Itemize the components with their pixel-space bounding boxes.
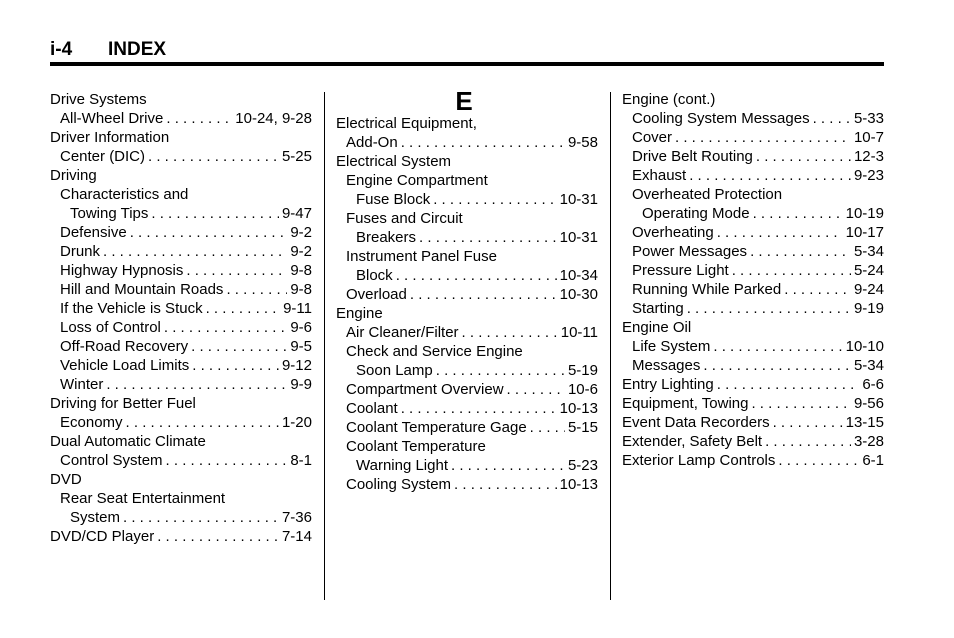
entry-page-ref: 8-1 <box>290 452 312 469</box>
page-title: INDEX <box>108 39 167 60</box>
entry-page-ref: 10-13 <box>559 476 598 493</box>
leader-dots <box>401 133 565 152</box>
leader-dots <box>689 166 851 185</box>
index-entry <box>336 171 598 190</box>
index-entry <box>622 109 884 128</box>
entry-text: Electrical System <box>336 153 452 170</box>
entry-text: Engine <box>336 305 383 322</box>
index-entry <box>50 280 312 299</box>
entry-page-ref: 9-11 <box>283 300 312 317</box>
entry-text: Breakers <box>356 229 417 246</box>
entry-text: Economy <box>60 414 123 431</box>
entry-text: Operating Mode <box>642 205 750 222</box>
entry-page-ref: 9-6 <box>290 319 312 336</box>
index-entry <box>622 166 884 185</box>
entry-page-ref: 5-15 <box>567 419 598 436</box>
entry-text: Drive Systems <box>50 91 147 108</box>
index-entry <box>336 323 598 342</box>
index-entry <box>50 204 312 223</box>
entry-page-ref: 9-2 <box>290 243 312 260</box>
leader-dots <box>396 266 557 285</box>
entry-page-ref: 10-31 <box>559 191 598 208</box>
index-entry <box>50 318 312 337</box>
entry-text: Driving <box>50 167 97 184</box>
index-entry <box>50 109 312 128</box>
entry-text: Entry Lighting <box>622 376 714 393</box>
entry-text: Fuse Block <box>356 191 431 208</box>
leader-dots <box>157 527 279 546</box>
index-entry <box>50 242 312 261</box>
index-entry <box>622 356 884 375</box>
entry-page-ref: 5-25 <box>281 148 312 165</box>
leader-dots <box>148 147 279 166</box>
index-entry <box>622 185 884 204</box>
index-entry <box>50 432 312 451</box>
index-column-2 <box>336 88 598 494</box>
entry-text: Extender, Safety Belt <box>622 433 763 450</box>
entry-text: Exhaust <box>632 167 687 184</box>
entry-page-ref: 9-58 <box>567 134 598 151</box>
index-entry <box>336 114 598 133</box>
index-entry <box>336 304 598 323</box>
leader-dots <box>717 375 860 394</box>
index-entry <box>336 133 598 152</box>
entry-page-ref: 10-13 <box>559 400 598 417</box>
entry-text: Characteristics and <box>60 186 189 203</box>
index-entry <box>336 285 598 304</box>
entry-page-ref: 3-28 <box>853 433 884 450</box>
entry-page-ref: 7-36 <box>281 509 312 526</box>
index-entry <box>622 204 884 223</box>
leader-dots <box>813 109 851 128</box>
leader-dots <box>401 399 557 418</box>
leader-dots <box>717 223 843 242</box>
leader-dots <box>507 380 565 399</box>
entry-text: Engine (cont.) <box>622 91 716 108</box>
entry-text: Engine Oil <box>622 319 692 336</box>
entry-page-ref: 7-14 <box>281 528 312 545</box>
leader-dots <box>164 318 287 337</box>
entry-text: Event Data Recorders <box>622 414 770 431</box>
leader-dots <box>433 190 556 209</box>
index-entry <box>622 432 884 451</box>
page-header <box>50 38 884 62</box>
column-divider <box>324 92 325 600</box>
entry-text: Starting <box>632 300 684 317</box>
entry-text: Messages <box>632 357 701 374</box>
leader-dots <box>206 299 281 318</box>
entry-text: DVD <box>50 471 82 488</box>
entry-page-ref: 10-19 <box>845 205 884 222</box>
entry-text: Equipment, Towing <box>622 395 749 412</box>
entry-page-ref: 5-34 <box>853 243 884 260</box>
entry-page-ref: 5-33 <box>853 110 884 127</box>
leader-dots <box>130 223 288 242</box>
entry-text: Air Cleaner/Filter <box>346 324 459 341</box>
entry-text: Running While Parked <box>632 281 782 298</box>
entry-text: Towing Tips <box>70 205 149 222</box>
entry-page-ref: 9-47 <box>281 205 312 222</box>
entry-page-ref: 10-11 <box>560 324 598 341</box>
index-entry <box>622 318 884 337</box>
entry-text: Warning Light <box>356 457 448 474</box>
index-entry <box>622 337 884 356</box>
index-entry <box>50 166 312 185</box>
index-entry <box>336 456 598 475</box>
column-divider <box>610 92 611 600</box>
entry-page-ref: 10-17 <box>845 224 884 241</box>
entry-page-ref: 9-9 <box>290 376 312 393</box>
leader-dots <box>784 280 851 299</box>
entry-text: Add-On <box>346 134 398 151</box>
entry-text: All-Wheel Drive <box>60 110 164 127</box>
entry-page-ref: 13-15 <box>845 414 884 431</box>
leader-dots <box>186 261 287 280</box>
leader-dots <box>151 204 279 223</box>
entry-page-ref: 9-8 <box>290 262 312 279</box>
index-entry <box>622 299 884 318</box>
index-entry <box>50 508 312 527</box>
entry-page-ref: 5-19 <box>567 362 598 379</box>
index-entry <box>622 394 884 413</box>
index-entry <box>622 147 884 166</box>
index-entry <box>336 437 598 456</box>
entry-text: Coolant Temperature Gage <box>346 419 527 436</box>
entry-page-ref: 5-24 <box>853 262 884 279</box>
entry-page-ref: 10-31 <box>559 229 598 246</box>
entry-page-ref: 9-24 <box>853 281 884 298</box>
index-entry <box>622 261 884 280</box>
entry-text: Pressure Light <box>632 262 729 279</box>
entry-page-ref: 10-7 <box>853 129 884 146</box>
index-entry <box>50 147 312 166</box>
index-entry <box>50 394 312 413</box>
entry-text: Vehicle Load Limits <box>60 357 190 374</box>
entry-text: Defensive <box>60 224 127 241</box>
entry-text: Control System <box>60 452 163 469</box>
index-entry <box>50 451 312 470</box>
entry-text: Overheated Protection <box>632 186 783 203</box>
leader-dots <box>451 456 565 475</box>
index-entry <box>622 413 884 432</box>
index-entry <box>50 223 312 242</box>
entry-text: Compartment Overview <box>346 381 504 398</box>
leader-dots <box>756 147 851 166</box>
index-entry <box>622 223 884 242</box>
leader-dots <box>436 361 565 380</box>
entry-page-ref: 9-56 <box>853 395 884 412</box>
entry-text: Electrical Equipment, <box>336 115 477 132</box>
entry-page-ref: 9-12 <box>281 357 312 374</box>
index-entry <box>622 128 884 147</box>
leader-dots <box>773 413 843 432</box>
leader-dots <box>675 128 851 147</box>
index-column-1 <box>50 90 312 546</box>
entry-text: Hill and Mountain Roads <box>60 281 224 298</box>
entry-text: Driving for Better Fuel <box>50 395 196 412</box>
leader-dots <box>778 451 859 470</box>
index-entry <box>336 361 598 380</box>
leader-dots <box>410 285 557 304</box>
entry-text: Check and Service Engine <box>346 343 523 360</box>
entry-page-ref: 9-19 <box>853 300 884 317</box>
entry-text: Engine Compartment <box>346 172 488 189</box>
index-entry <box>50 261 312 280</box>
index-entry <box>622 242 884 261</box>
leader-dots <box>732 261 851 280</box>
leader-dots <box>687 299 851 318</box>
entry-text: Dual Automatic Climate <box>50 433 206 450</box>
leader-dots <box>454 475 557 494</box>
leader-dots <box>226 280 287 299</box>
index-entry <box>336 418 598 437</box>
entry-text: Rear Seat Entertainment <box>60 490 226 507</box>
index-entry <box>50 413 312 432</box>
leader-dots <box>765 432 851 451</box>
index-entry <box>50 299 312 318</box>
entry-text: DVD/CD Player <box>50 528 155 545</box>
entry-text: Overload <box>346 286 407 303</box>
entry-text: Power Messages <box>632 243 748 260</box>
index-entry <box>50 128 312 147</box>
entry-page-ref: 9-5 <box>290 338 312 355</box>
entry-text: Soon Lamp <box>356 362 433 379</box>
index-entry <box>50 527 312 546</box>
index-entry <box>50 337 312 356</box>
index-entry <box>50 90 312 109</box>
leader-dots <box>191 337 287 356</box>
entry-page-ref: 10-24, 9-28 <box>235 110 312 127</box>
section-letter: E <box>455 86 473 116</box>
leader-dots <box>530 418 565 437</box>
index-entry <box>622 375 884 394</box>
index-entry <box>336 399 598 418</box>
entry-text: Loss of Control <box>60 319 161 336</box>
leader-dots <box>462 323 558 342</box>
index-entry <box>50 356 312 375</box>
index-entry <box>50 470 312 489</box>
leader-dots <box>713 337 842 356</box>
entry-page-ref: 6-6 <box>862 376 884 393</box>
entry-text: Cover <box>632 129 673 146</box>
entry-text: Winter <box>60 376 104 393</box>
entry-page-ref: 10-34 <box>559 267 598 284</box>
index-entry <box>336 190 598 209</box>
leader-dots <box>753 204 843 223</box>
leader-dots <box>126 413 279 432</box>
entry-page-ref: 12-3 <box>853 148 884 165</box>
index-entry <box>336 342 598 361</box>
leader-dots <box>703 356 851 375</box>
entry-page-ref: 10-10 <box>845 338 884 355</box>
entry-text: Block <box>356 267 393 284</box>
index-entry <box>336 152 598 171</box>
entry-text: Driver Information <box>50 129 170 146</box>
index-entry <box>622 280 884 299</box>
entry-text: If the Vehicle is Stuck <box>60 300 203 317</box>
entry-text: Off-Road Recovery <box>60 338 189 355</box>
entry-text: Cooling System <box>346 476 452 493</box>
entry-text: Fuses and Circuit <box>346 210 463 227</box>
entry-text: Highway Hypnosis <box>60 262 184 279</box>
index-entry <box>50 375 312 394</box>
entry-text: Coolant Temperature <box>346 438 486 455</box>
entry-text: System <box>70 509 121 526</box>
leader-dots <box>166 451 288 470</box>
entry-text: Center (DIC) <box>60 148 146 165</box>
entry-text: Drive Belt Routing <box>632 148 753 165</box>
index-entry <box>50 489 312 508</box>
leader-dots <box>750 242 851 261</box>
header-rule <box>50 62 884 66</box>
leader-dots <box>419 228 557 247</box>
index-column-3 <box>622 90 884 470</box>
entry-text: Drunk <box>60 243 101 260</box>
leader-dots <box>192 356 279 375</box>
index-entry <box>336 475 598 494</box>
leader-dots <box>103 242 287 261</box>
entry-text: Life System <box>632 338 711 355</box>
entry-text: Coolant <box>346 400 398 417</box>
entry-page-ref: 9-23 <box>853 167 884 184</box>
entry-text: Instrument Panel Fuse <box>346 248 497 265</box>
entry-page-ref: 6-1 <box>862 452 884 469</box>
entry-page-ref: 5-23 <box>567 457 598 474</box>
index-entry <box>336 228 598 247</box>
entry-page-ref: 9-2 <box>290 224 312 241</box>
page-number: i-4 <box>50 39 73 60</box>
index-entry <box>336 266 598 285</box>
index-entry <box>622 90 884 109</box>
entry-page-ref: 10-30 <box>559 286 598 303</box>
leader-dots <box>751 394 851 413</box>
entry-text: Overheating <box>632 224 714 241</box>
entry-page-ref: 1-20 <box>281 414 312 431</box>
entry-page-ref: 9-8 <box>290 281 312 298</box>
index-entry <box>336 209 598 228</box>
entry-page-ref: 10-6 <box>567 381 598 398</box>
index-entry <box>50 185 312 204</box>
index-entry <box>336 247 598 266</box>
index-entry <box>622 451 884 470</box>
leader-dots <box>166 109 232 128</box>
leader-dots <box>123 508 279 527</box>
entry-text: Exterior Lamp Controls <box>622 452 776 469</box>
index-entry <box>336 380 598 399</box>
leader-dots <box>106 375 287 394</box>
entry-text: Cooling System Messages <box>632 110 810 127</box>
entry-page-ref: 5-34 <box>853 357 884 374</box>
